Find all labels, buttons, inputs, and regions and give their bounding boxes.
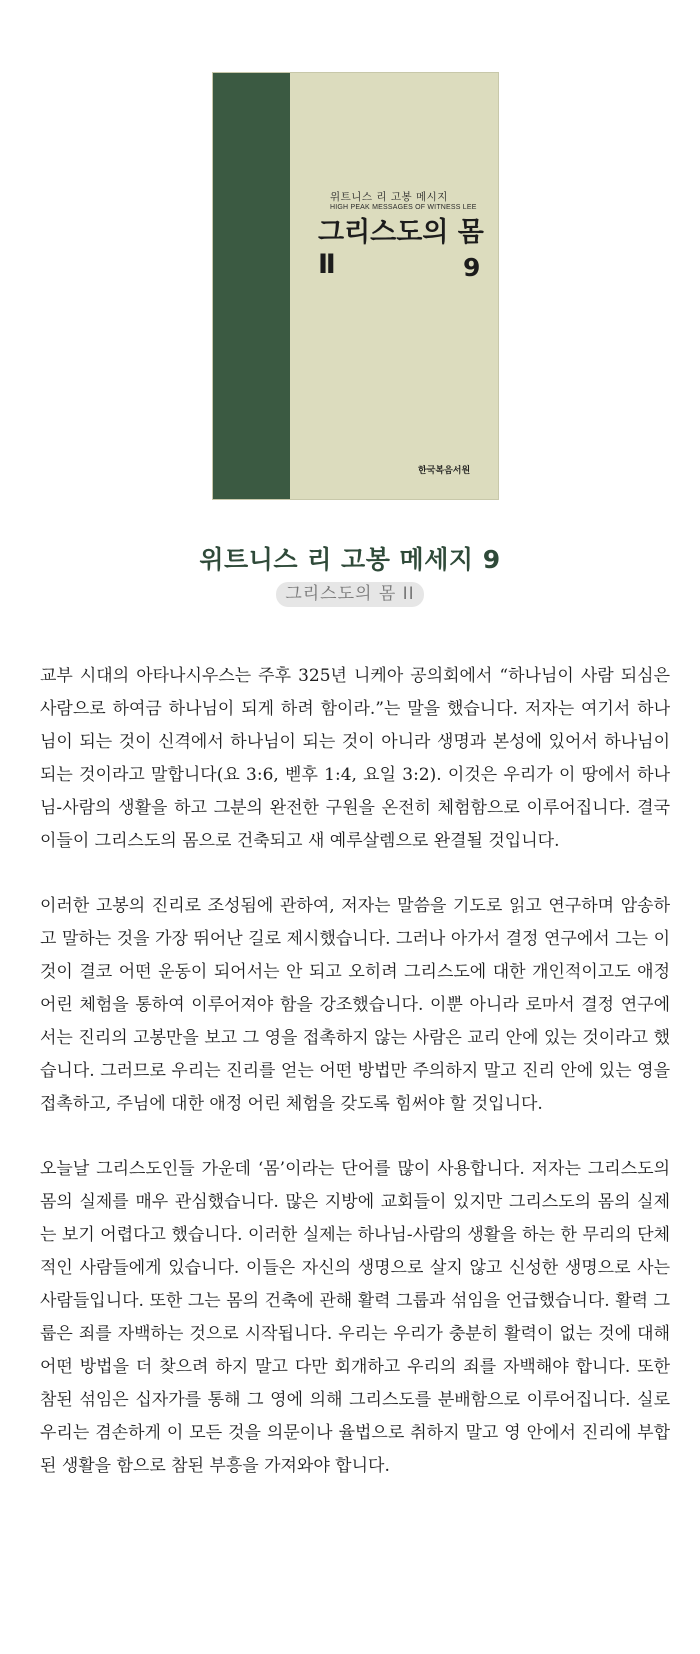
cover-series-korean: 위트니스 리 고봉 메시지 <box>330 191 448 203</box>
subtitle-container <box>0 582 700 607</box>
book-cover-image <box>213 73 498 499</box>
cover-spine <box>213 73 290 499</box>
book-subtitle-badge: 그리스도의 몸 II <box>276 582 423 607</box>
cover-publisher-logo: 한국복음서원 <box>418 466 471 476</box>
cover-volume-number: 9 <box>463 253 481 282</box>
book-description <box>40 660 670 1515</box>
book-title: 위트니스 리 고봉 메세지 9 <box>199 545 501 574</box>
description-paragraph: 오늘날 그리스도인들 가운데 ‘몸’이라는 단어를 많이 사용합니다. 저자는 그리스도의 몸의 실제를 매우 관심했습니다. 많은 지방에 교회들이 있지만 그리스도의 몸의 실제는 보기 어렵다고 했습니다. 이러한 실제는 하나님-사람의 생활을 하는 한 무리의 단체적인 사람들에게 있습니다. 이들은 자신의 생명으로 살지 않고 신성한 생명으로 사는 사람들입니다. 또한 그는 몸의 건축에 관해 활력 그룹과 섞임을 언급했습니다. 활력 그룹은 죄를 자백하는 것으로 시작됩니다. 우리는 우리가 충분히 활력이 없는 것에 대해 어떤 방법을 더 찾으려 하지 말고 다만 회개하고 우리의 죄를 자백해야 합니다. 또한 참된 섞임은 십자가를 통해 그 영에 의해 그리스도를 분배함으로 이루어집니다. 실로 우리는 겸손하게 이 모든 것을 의문이나 율법으로 취하지 말고 영 안에서 진리에 부합된 생활을 함으로 참된 부흥을 가져와야 합니다. <box>40 1159 670 1476</box>
cover-series-english: HIGH PEAK MESSAGES OF WITNESS LEE <box>330 204 477 211</box>
description-paragraph: 교부 시대의 아타나시우스는 주후 325년 니케아 공의회에서 “하나님이 사람 되심은 사람으로 하여금 하나님이 되게 하려 함이라.”는 말을 했습니다. 저자는 여기서 하나님이 되는 것이 신격에서 하나님이 되는 것이 아니라 생명과 본성에 있어서 하나님이 되는 것이라고 말합니다(요 3:6, 벧후 1:4, 요일 3:2). 이것은 우리가 이 땅에서 하나님-사람의 생활을 하고 그분의 완전한 구원을 온전히 체험함으로 이루어집니다. 결국 이들이 그리스도의 몸으로 건축되고 새 예루살렘으로 완결될 것입니다. <box>40 666 670 851</box>
description-paragraph: 이러한 고봉의 진리로 조성됨에 관하여, 저자는 말씀을 기도로 읽고 연구하며 암송하고 말하는 것을 가장 뛰어난 길로 제시했습니다. 그러나 아가서 결정 연구에서 그는 이것이 결코 어떤 운동이 되어서는 안 되고 오히려 그리스도에 대한 개인적이고도 애정 어린 체험을 통하여 이루어져야 함을 강조했습니다. 이뿐 아니라 로마서 결정 연구에서는 진리의 고봉만을 보고 그 영을 접촉하지 않는 사람은 교리 안에 있는 것이라고 했습니다. 그러므로 우리는 진리를 얻는 어떤 방법만 주의하지 말고 진리 안에 있는 영을 접촉하고, 주님에 대한 애정 어린 체험을 갖도록 힘써야 할 것입니다. <box>40 896 670 1114</box>
cover-title: 그리스도의 몸 Ⅱ <box>318 217 484 280</box>
